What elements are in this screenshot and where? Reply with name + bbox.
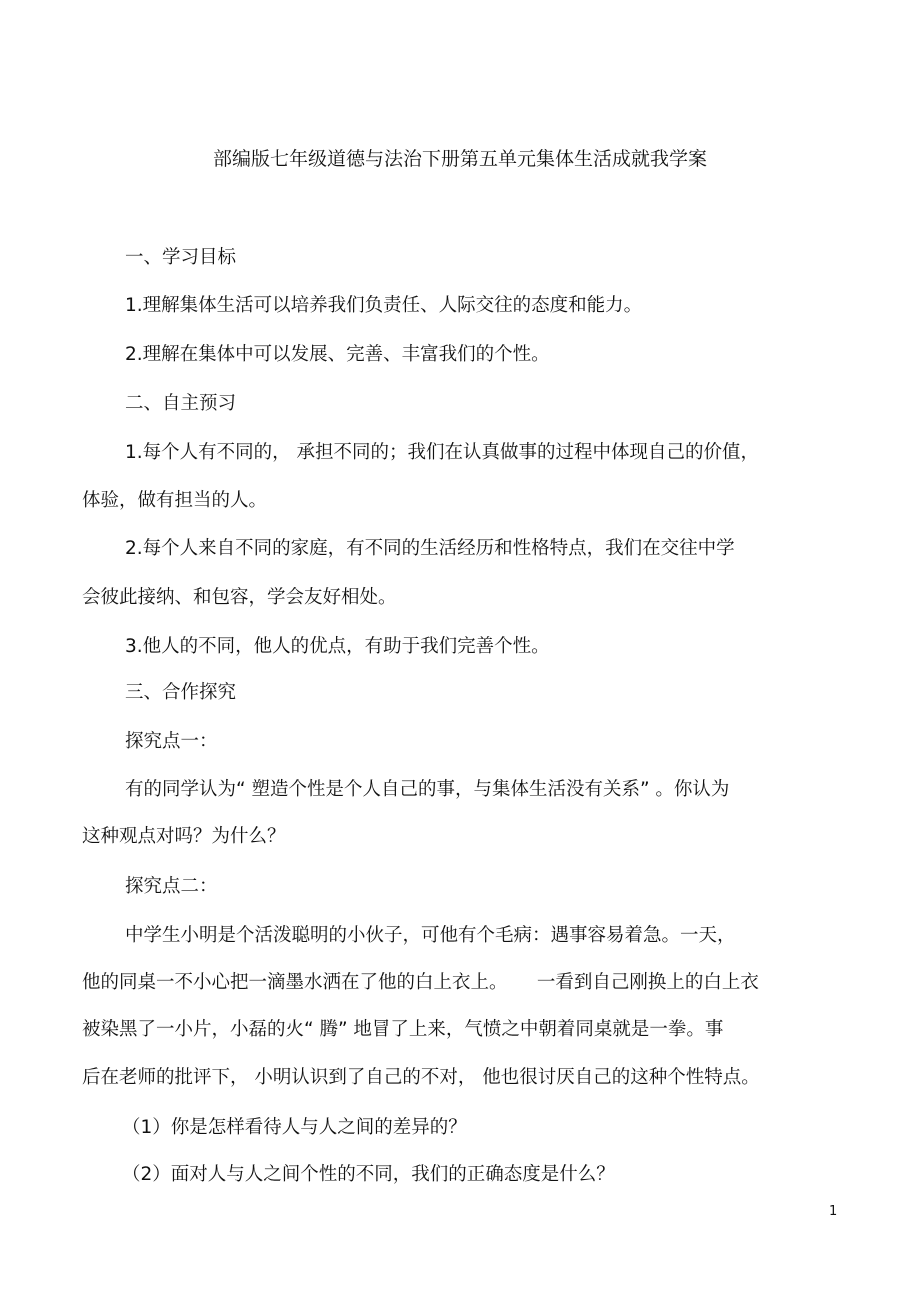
question: （1）你是怎样看待人与人之间的差异的？ bbox=[122, 1117, 467, 1138]
paragraph-line: 体验，做有担当的人。 bbox=[82, 490, 268, 511]
section-heading: 一、学习目标 bbox=[125, 247, 237, 268]
paragraph-line: 这种观点对吗？为什么？ bbox=[82, 826, 286, 847]
subheading: 探究点一： bbox=[125, 731, 218, 752]
paragraph-line: 中学生小明是个活泼聪明的小伙子，可他有个毛病：遇事容易着急。一天， bbox=[125, 925, 736, 946]
paragraph-line: 被染黑了一小片，小磊的火“ 腾” 地冒了上来，气愤之中朝着同桌就是一拳。事 bbox=[82, 1019, 724, 1040]
section-heading: 二、自主预习 bbox=[125, 393, 237, 414]
paragraph-line: 2.每个人来自不同的家庭，有不同的生活经历和性格特点，我们在交往中学 bbox=[125, 538, 735, 559]
subheading: 探究点二： bbox=[125, 876, 218, 897]
paragraph-line: 后在老师的批评下， 小明认识到了自己的不对， 他也很讨厌自己的这种个性特点。 bbox=[82, 1067, 760, 1088]
paragraph-line: 他的同桌一不小心把一滴墨水洒在了他的白上衣上。 一看到自己刚换上的白上衣 bbox=[82, 972, 759, 993]
paragraph-line: 1.每个人有不同的， 承担不同的；我们在认真做事的过程中体现自己的价值， bbox=[125, 442, 760, 463]
paragraph-line: 1.理解集体生活可以培养我们负责任、人际交往的态度和能力。 bbox=[125, 295, 643, 316]
paragraph-line: 有的同学认为“ 塑造个性是个人自己的事，与集体生活没有关系” 。你认为 bbox=[125, 779, 730, 800]
paragraph-line: 会彼此接纳、和包容，学会友好相处。 bbox=[82, 587, 397, 608]
page-title: 部编版七年级道德与法治下册第五单元集体生活成就我学案 bbox=[212, 148, 707, 170]
paragraph-line: 3.他人的不同，他人的优点，有助于我们完善个性。 bbox=[125, 636, 550, 657]
question: （2）面对人与人之间个性的不同，我们的正确态度是什么？ bbox=[122, 1164, 615, 1185]
section-heading: 三、合作探究 bbox=[125, 682, 237, 703]
paragraph-line: 2.理解在集体中可以发展、完善、丰富我们的个性。 bbox=[125, 344, 550, 365]
page-number: 1 bbox=[829, 1204, 838, 1219]
